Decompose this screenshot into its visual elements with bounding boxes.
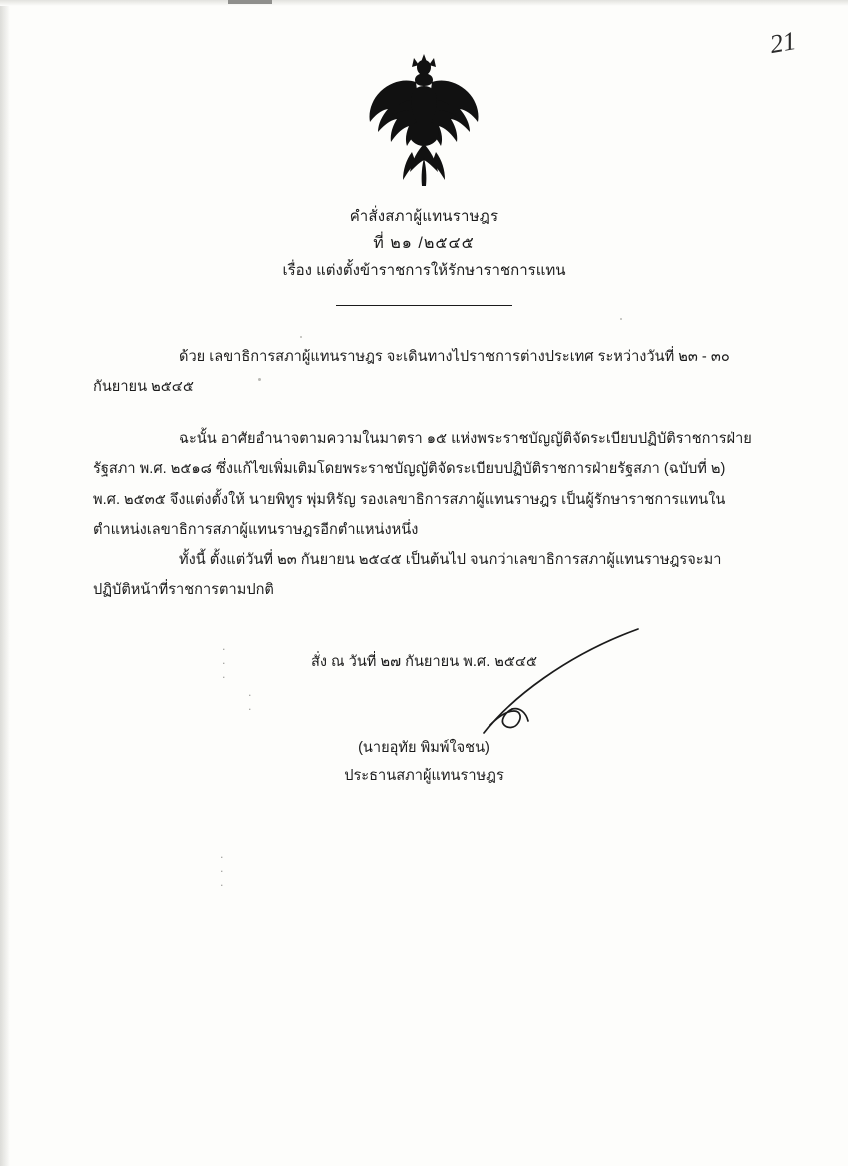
paragraph-2: [93, 424, 755, 545]
heading-line-subject: เรื่อง แต่งตั้งข้าราชการให้รักษาราชการแทน: [282, 262, 566, 280]
scan-speckle: [620, 318, 622, 320]
page-number-annotation: 21: [767, 25, 799, 60]
scan-speckle-column: . .: [248, 686, 252, 713]
signer-title: ประธานสภาผู้แทนราษฎร: [344, 767, 504, 784]
heading-line-order-number: ที่ ๒๑ /๒๕๔๕: [373, 235, 475, 253]
signature-block: [0, 735, 848, 790]
paragraph-3-text: ทั้งนี้ ตั้งแต่วันที่ ๒๓ กันยายน ๒๕๔๕ เป็นต้นไป จนกว่าเลขาธิการสภาผู้แทนราษฎรจะมาปฏิบัติหน้าที่ราชการตามปกติ: [93, 552, 722, 599]
signature-date-text: สั่ง ณ วันที่ ๒๗ กันยายน พ.ศ. ๒๕๔๕: [310, 654, 538, 670]
paragraph-1: [93, 342, 755, 403]
document-heading: [0, 205, 848, 284]
paragraph-3: [93, 545, 755, 606]
scan-speckle-column: . . .: [222, 640, 226, 681]
paragraph-1-text: ด้วย เลขาธิการสภาผู้แทนราษฎร จะเดินทางไปราชการต่างประเทศ ระหว่างวันที่ ๒๓ - ๓๐ กันยายน ๒๕๔๕: [93, 349, 730, 396]
scan-speckle: [258, 378, 261, 381]
paragraph-2-text: ฉะนั้น อาศัยอำนาจตามความในมาตรา ๑๕ แห่งพระราชบัญญัติจัดระเบียบปฏิบัติราชการฝ่ายรัฐสภา พ.ศ. ๒๕๑๘ ซึ่งแก้ไขเพิ่มเติมโดยพระราชบัญญัติจัดระเบียบปฏิบัติราชการฝ่ายรัฐสภา (ฉบับที่ ๒) พ.ศ. ๒๕๓๕ จึงแต่งตั้งให้ นายพิทูร พุ่มหิรัญ รองเลขาธิการสภาผู้แทนราษฎร เป็นผู้รักษาราชการแทนในตำแหน่งเลขาธิการสภาผู้แทนราษฎรอีกตำแหน่งหนึ่ง: [93, 431, 752, 539]
heading-divider: [336, 305, 512, 306]
scan-speckle: [300, 336, 302, 338]
signer-name: (นายอุทัย พิมพ์ใจชน): [358, 740, 490, 756]
scan-speckle-column: . . .: [220, 848, 224, 889]
handwritten-signature: [470, 625, 660, 745]
signature-date-line: [0, 650, 848, 673]
heading-line-order-title: คำสั่งสภาผู้แทนราษฎร: [349, 208, 499, 225]
